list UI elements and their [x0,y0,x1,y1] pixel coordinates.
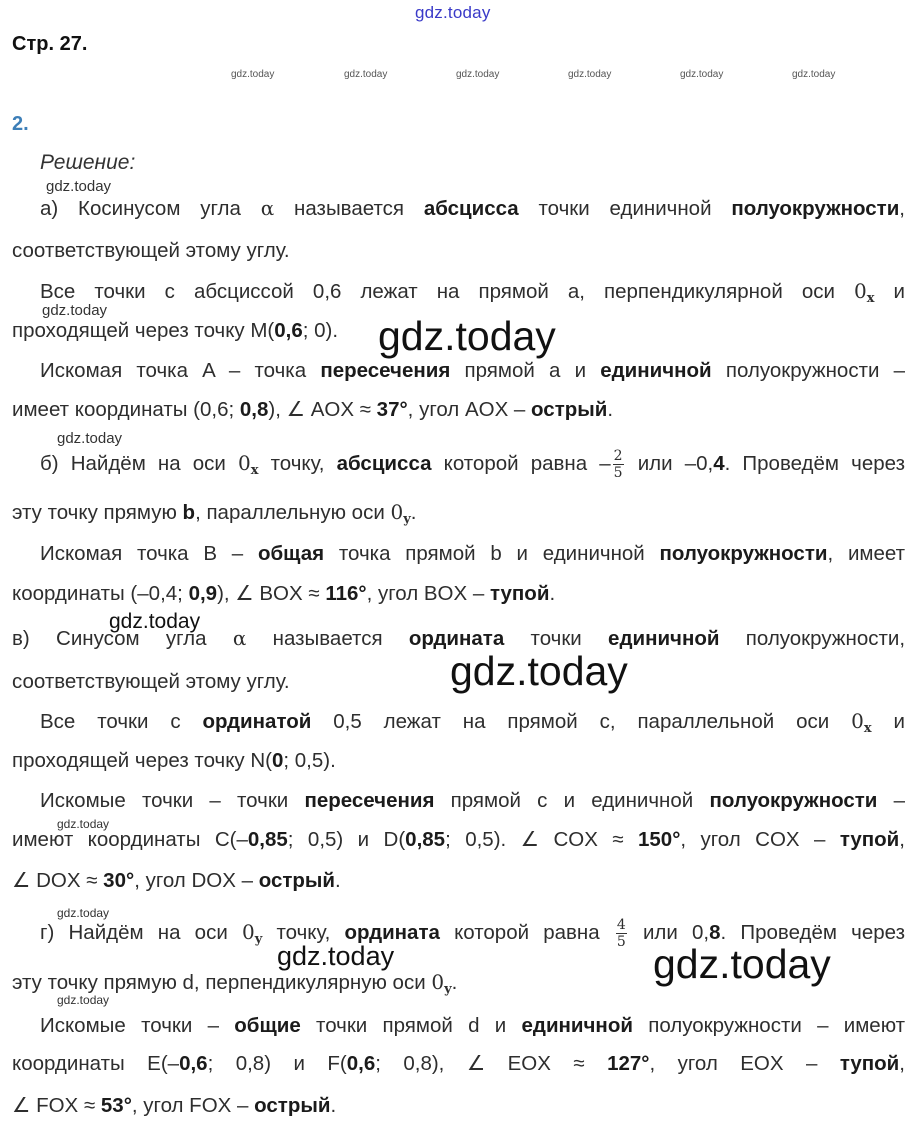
part-a-line-4: проходящей через точку M(0,6; 0). [12,319,339,342]
part-a-line-6: имеет координаты (0,6; 0,8), ∠ AOX ≈ 37°, угол AOX – острый. [12,398,614,421]
part-c-line-3: Все точки с ординатой 0,5 лежат на прямой c, параллельной оси $0_x$ и [40,709,905,736]
part-d-line-2: эту точку прямую d, перпендикулярную оси $0_y$. [12,970,458,997]
fraction: $\frac{2}{5}$ [613,448,623,481]
watermark-small: gdz.today [680,69,724,80]
watermark-inline: gdz.today [46,178,112,195]
part-b-line-3: Искомая точка B – общая точка прямой b и единичной полуокружности, имеет [40,542,905,565]
part-d-line-4: координаты E(–0,6; 0,8) и F(0,6; 0,8), ∠ EOX ≈ 127°, угол EOX – тупой, [12,1052,905,1075]
watermark-small: gdz.today [568,69,612,80]
watermark-inline: gdz.today [42,302,108,319]
part-b-line-1: б) Найдём на оси $0_x$ точку, абсцисса которой равна – $\frac{2}{5}$ или –0,4. Проведём через [40,448,905,481]
solution-label: Решение: [40,151,136,174]
watermark-small: gdz.today [792,69,836,80]
watermark-large: gdz.today [653,941,831,987]
watermark-small: gdz.today [231,69,275,80]
part-a-line-5: Искомая точка A – точка пересечения прямой a и единичной полуокружности – [40,359,905,382]
watermark-small: gdz.today [456,69,500,80]
part-a-line-3: Все точки с абсциссой 0,6 лежат на прямой a, перпендикулярной оси $0_x$ и [40,279,905,306]
watermark-inline: gdz.today [57,430,123,447]
part-b-line-4: координаты (–0,4; 0,9), ∠ BOX ≈ 116°, угол BOX – тупой. [12,582,556,605]
part-c-line-7: ∠ DOX ≈ 30°, угол DOX – острый. [12,869,341,892]
part-d-line-5: ∠ FOX ≈ 53°, угол FOX – острый. [12,1094,337,1117]
part-a-line-1: а) Косинусом угла α называется абсцисса точки единичной полуокружности, [40,196,905,220]
watermark-inline: gdz.today [109,610,201,633]
part-c-line-1: в) Синусом угла α называется ордината точки единичной полуокружности, [12,626,906,650]
watermark-large: gdz.today [450,648,628,694]
part-c-line-2: соответствующей этому углу. [12,670,290,693]
watermark-medium: gdz.today [277,941,395,971]
watermark-inline: gdz.today [57,817,110,831]
task-number: 2. [12,113,29,135]
part-c-line-4: проходящей через точку N(0; 0,5). [12,749,336,772]
part-b-line-2: эту точку прямую b, параллельную оси $0_y$. [12,500,417,527]
watermark-small: gdz.today [344,69,388,80]
watermark-inline: gdz.today [57,993,110,1007]
watermark-inline: gdz.today [57,906,110,920]
fraction: $\frac{4}{5}$ [616,917,626,950]
watermark-large: gdz.today [378,313,556,359]
part-d-line-3: Искомые точки – общие точки прямой d и единичной полуокружности – имеют [40,1014,906,1037]
part-c-line-6: имеют координаты C(–0,85; 0,5) и D(0,85; 0,5). ∠ COX ≈ 150°, угол COX – тупой, [12,828,905,851]
part-c-line-5: Искомые точки – точки пересечения прямой c и единичной полуокружности – [40,789,905,812]
watermark-top: gdz.today [415,3,491,22]
page-title: Стр. 27. [12,33,88,55]
part-d-line-1: г) Найдём на оси $0_y$ точку, ордината которой равна $\frac{4}{5}$ или 0,8. Проведём через [40,917,905,950]
part-a-line-2: соответствующей этому углу. [12,239,290,262]
